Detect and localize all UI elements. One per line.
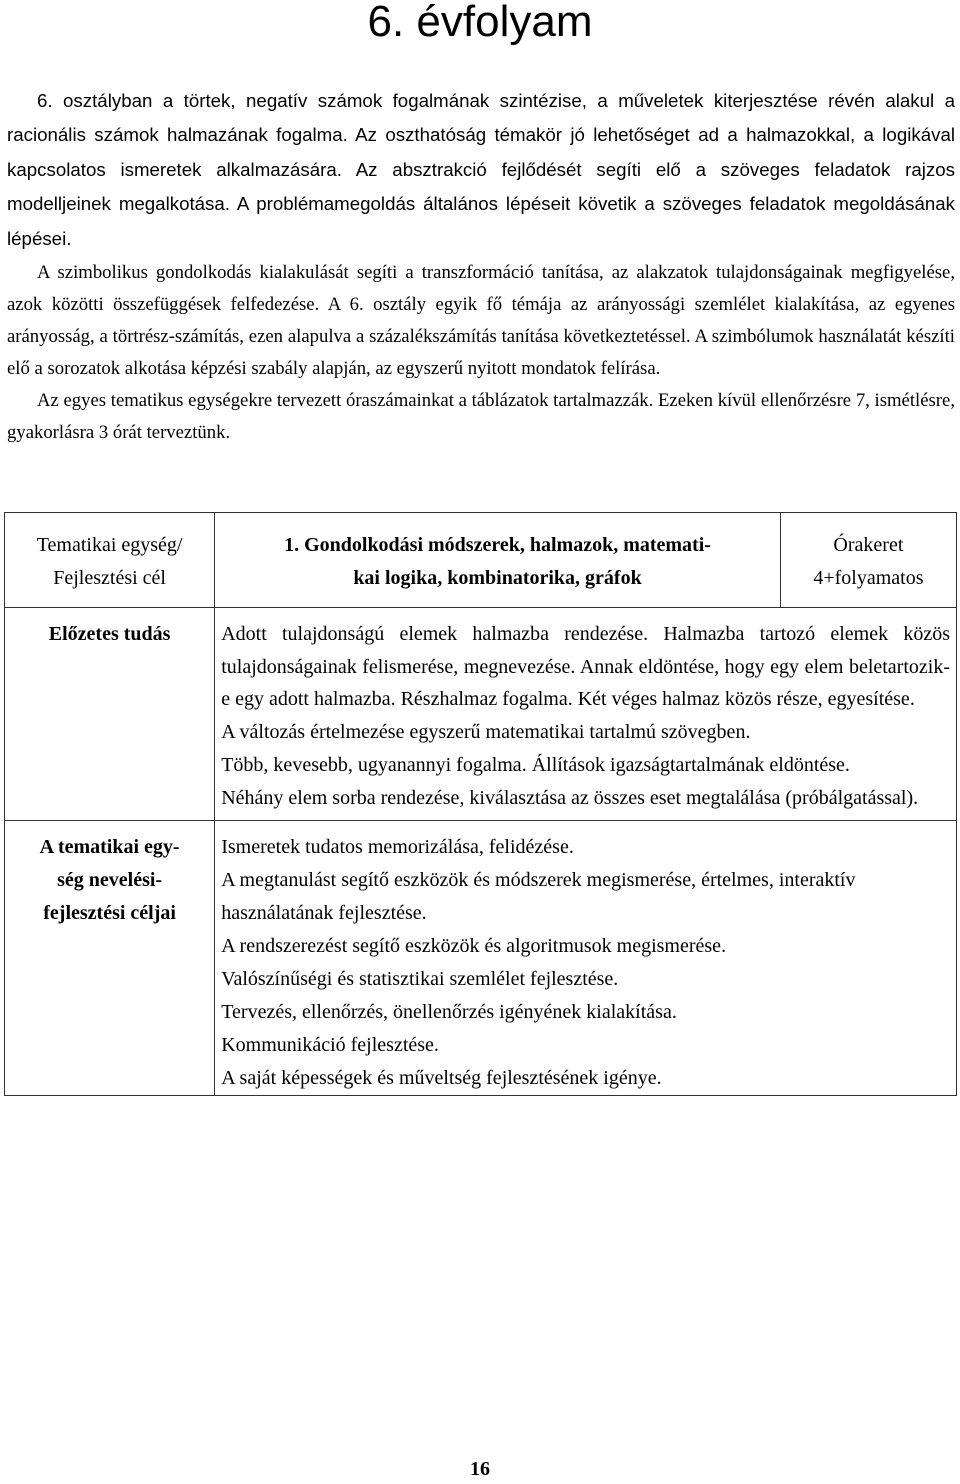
development-goal-line: A megtanulást segítő eszközök és módszerek megismerése, értelmes, interaktív használatának fejlesztése. bbox=[221, 869, 856, 925]
development-goal-line: Tervezés, ellenőrzés, önellenőrzés igényének kialakítása. bbox=[221, 1001, 677, 1024]
development-goal-line: Kommunikáció fejlesztése. bbox=[221, 1034, 439, 1057]
development-goal-line: Ismeretek tudatos memorizálása, felidézése. bbox=[221, 836, 574, 859]
page-number: 16 bbox=[470, 1458, 490, 1480]
header-hours-label: Órakeret bbox=[833, 534, 904, 556]
prior-knowledge-label: Előzetes tudás bbox=[5, 608, 215, 821]
header-unit-title-line-1: 1. Gondolkodási módszerek, halmazok, matemati- bbox=[284, 534, 711, 556]
header-unit-label-line-1: Tematikai egység/ bbox=[36, 534, 183, 556]
development-goal-line: A rendszerezést segítő eszközök és algoritmusok megismerése. bbox=[221, 935, 727, 958]
development-goals-label-line-1: A tematikai egy- bbox=[39, 836, 180, 859]
page-title: 6. évfolyam bbox=[367, 0, 593, 46]
header-unit-label-line-2: Fejlesztési cél bbox=[53, 567, 166, 589]
intro-paragraph-2: A szimbolikus gondolkodás kialakulását segíti a transzformáció tanítása, az alakzatok tulajdonságainak megfigyelése, azok közötti összefüggések felfedezése. A 6. osztály egyik fő témája az arányossági szemlélet kialakítása, az egyenes arányosság, a törtrész-számítás, ezen alapulva a százalékszámítás tanítása következtetéssel. A szimbólumok használatát készíti elő a sorozatok alkotása képzési szabály alapján, az egyszerű nyitott mondatok felírása. bbox=[7, 262, 955, 380]
prior-knowledge-line: Több, kevesebb, ugyanannyi fogalma. Állítások igazságtartalmának eldöntése. bbox=[221, 753, 850, 776]
header-unit-title-line-2: kai logika, kombinatorika, gráfok bbox=[353, 567, 642, 589]
prior-knowledge-line: Néhány elem sorba rendezése, kiválasztása az összes eset megtalálása (próbálgatással). bbox=[221, 786, 919, 809]
development-goals-content bbox=[215, 821, 957, 1096]
development-goals-label bbox=[5, 821, 215, 1096]
thematic-unit-table bbox=[4, 512, 957, 1096]
table-row-prior-knowledge bbox=[5, 608, 957, 821]
header-hours-value: 4+folyamatos bbox=[813, 567, 924, 589]
development-goals-label-line-2: ség nevelési- bbox=[57, 869, 163, 892]
development-goal-line: Valószínűségi és statisztikai szemlélet fejlesztése. bbox=[221, 968, 619, 991]
prior-knowledge-line: A változás értelmezése egyszerű matematikai tartalmú szövegben. bbox=[221, 721, 751, 744]
development-goal-line: A saját képességek és műveltség fejlesztésének igénye. bbox=[221, 1067, 662, 1090]
intro-paragraph-1: 6. osztályban a törtek, negatív számok fogalmának szintézise, a műveletek kiterjesztése révén alakul a racionális számok halmazának fogalma. Az oszthatóság témakör jó lehetőséget ad a halmazokkal, a logikával kapcsolatos ismeretek alkalmazására. Az absztrakció fejlődését segíti elő a szöveges feladatok rajzos modelljeinek megalkotása. A problémamegoldás általános lépéseit követik a szöveges feladatok megoldásának lépései. bbox=[7, 90, 955, 249]
table-header-row bbox=[5, 513, 957, 608]
development-goals-label-line-3: fejlesztési céljai bbox=[43, 902, 176, 925]
header-unit-label bbox=[5, 513, 215, 608]
header-hours bbox=[780, 513, 956, 608]
header-unit-title bbox=[215, 513, 781, 608]
table-row-development-goals bbox=[5, 821, 957, 1096]
prior-knowledge-line: Adott tulajdonságú elemek halmazba rendezése. Halmazba tartozó elemek közös tulajdonságainak felismerése, megnevezése. Annak eldöntése, hogy egy elem beletartozik-e egy adott halmazba. Részhalmaz fogalma. Két véges halmaz közös része, egyesítése. bbox=[221, 623, 950, 711]
intro-paragraph-3: Az egyes tematikus egységekre tervezett óraszámainkat a táblázatok tartalmazzák. Ezeken kívül ellenőrzésre 7, ismétlésre, gyakorlásra 3 órát terveztünk. bbox=[7, 390, 955, 444]
prior-knowledge-content bbox=[215, 608, 957, 821]
intro-text bbox=[7, 84, 955, 449]
